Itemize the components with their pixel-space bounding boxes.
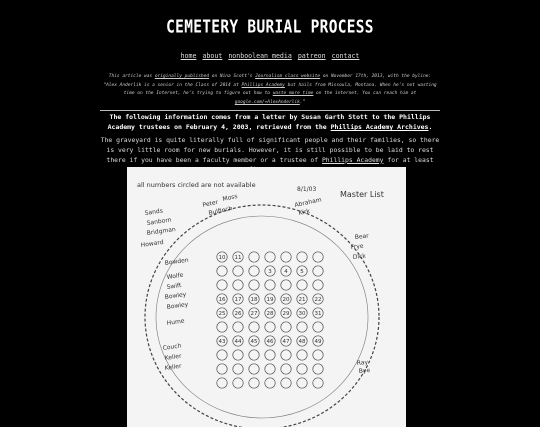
plot-circle <box>217 280 227 290</box>
plot-circle <box>249 378 259 388</box>
top-names <box>202 193 322 217</box>
nav-nonboolean-media-link[interactable]: nonboolean media <box>228 52 292 60</box>
plot-circle <box>281 364 291 374</box>
plot-number: 22 <box>314 297 322 303</box>
plot-circle <box>297 252 307 262</box>
nav-home-link[interactable]: home <box>180 52 197 60</box>
plot-name-label: Frye <box>350 242 364 251</box>
plot-circle <box>313 280 323 290</box>
plot-circle <box>249 350 259 360</box>
plot-circle <box>297 364 307 374</box>
intro-text: but hails from Missoula, Montana. When he’s not wasting time on the Internet, he’s trying to figure out how to <box>123 82 437 97</box>
plot-number: 29 <box>282 311 290 317</box>
nav-patreon-link[interactable]: patreon <box>297 52 326 60</box>
plot-circle <box>281 378 291 388</box>
master-list-label: Master List <box>340 190 384 199</box>
plot-circle <box>249 364 259 374</box>
plot-name-label: Ray <box>356 358 369 367</box>
lead-paragraph <box>100 113 440 132</box>
plot-circle <box>313 252 323 262</box>
plot-name-label: Abraham <box>293 196 323 209</box>
plot-number: 19 <box>266 297 274 303</box>
plot-name-label: Bowden <box>164 256 190 267</box>
body-text: The graveyard is quite literally full of significant people and their families, so there is very little room for new burials. However, it is still possible to be laid to rest there if you have been a faculty member or a trustee of <box>100 136 440 164</box>
waste-more-time-link[interactable]: waste more time <box>272 91 314 97</box>
divider <box>100 110 440 111</box>
plot-name-label: Couch <box>162 342 182 352</box>
body-text: for at least <box>387 155 434 164</box>
plot-name-label: Dick <box>352 252 367 261</box>
plot-name-label: Moss <box>221 192 239 203</box>
plot-number: 28 <box>266 311 274 317</box>
plot-circle <box>233 322 243 332</box>
plot-number: 18 <box>250 297 258 303</box>
plot-name-label: Hume <box>166 317 185 327</box>
left-names <box>140 208 189 372</box>
plot-circle <box>297 280 307 290</box>
plot-number: 21 <box>298 297 306 303</box>
plot-circle <box>249 266 259 276</box>
plot-circle <box>281 252 291 262</box>
plot-number: 27 <box>250 311 258 317</box>
plot-name-label: Sands <box>144 207 164 217</box>
plot-circle <box>233 266 243 276</box>
plot-circle <box>265 350 275 360</box>
plot-circle <box>249 280 259 290</box>
plot-circle <box>217 350 227 360</box>
plot-circle <box>249 322 259 332</box>
plot-number: 30 <box>298 311 306 317</box>
plot-number: 45 <box>250 339 258 345</box>
plot-circle <box>217 378 227 388</box>
phillips-academy-link[interactable]: Phillips Academy <box>241 82 285 88</box>
plot-number: 46 <box>266 339 274 345</box>
plot-circle <box>265 280 275 290</box>
plot-circle <box>313 364 323 374</box>
plot-number: 49 <box>314 339 322 345</box>
plot-number: 11 <box>234 255 242 261</box>
google-profile-link[interactable]: google.com/+AlexAnderlik <box>234 99 300 105</box>
plot-number: 10 <box>218 255 226 261</box>
plot-name-label: Bye <box>358 366 371 375</box>
intro-text: This article was <box>108 74 155 79</box>
byline-note <box>100 73 440 107</box>
plot-name-label: Bridgman <box>146 225 177 237</box>
plot-number: 4 <box>284 269 288 275</box>
plot-number: 25 <box>218 311 226 317</box>
lead-text: The following information comes from a letter by Susan Garth Stott to the Phillips Academy trustees on February 4, 2003, retrieved from the <box>107 113 431 131</box>
originally-published-link[interactable]: originally published <box>154 74 210 79</box>
plot-name-label: Kirk <box>297 207 311 217</box>
plot-number: 48 <box>298 339 306 345</box>
plot-number: 43 <box>218 339 226 345</box>
plot-circle <box>265 252 275 262</box>
plot-circle <box>297 350 307 360</box>
plot-circle <box>297 378 307 388</box>
plot-name-label: Keller <box>164 362 182 372</box>
plot-circle <box>233 364 243 374</box>
plot-number: 44 <box>234 339 242 345</box>
plot-circle <box>265 364 275 374</box>
plot-name-label: Keller <box>164 352 182 362</box>
plot-name-label: Sanborn <box>146 216 172 227</box>
plot-circle <box>217 266 227 276</box>
header-note: all numbers circled are not available <box>137 181 256 189</box>
plot-circle <box>281 280 291 290</box>
plot-number: 3 <box>268 269 272 275</box>
plot-number: 16 <box>218 297 226 303</box>
plot-circle <box>281 350 291 360</box>
intro-text: on November 17th, 2013, with the byline: “Alex Anderlik is a senior in the Class of 2014 at <box>103 74 432 88</box>
plot-name-label: Swift <box>166 281 182 291</box>
intro-text: on Nina Scott’s <box>209 74 256 79</box>
plot-name-label: Bowley <box>166 301 189 311</box>
cemetery-outline <box>145 205 379 427</box>
journalism-website-link[interactable]: Journalism class website <box>255 74 321 79</box>
plot-circle <box>233 350 243 360</box>
plot-number: 47 <box>282 339 290 345</box>
plot-circle <box>297 322 307 332</box>
plot-circle <box>265 322 275 332</box>
plot-number: 17 <box>234 297 242 303</box>
plot-circle <box>281 322 291 332</box>
plot-name-label: Bulfinch <box>207 205 234 217</box>
plot-name-label: Bear <box>354 232 370 241</box>
plot-circle <box>249 252 259 262</box>
lead-text: . <box>428 122 433 131</box>
plot-circle <box>233 378 243 388</box>
plot-number: 20 <box>282 297 290 303</box>
archives-link[interactable]: Phillips Academy Archives <box>330 122 429 131</box>
plot-circle <box>313 350 323 360</box>
inner-outline <box>156 216 371 418</box>
plot-circle <box>265 378 275 388</box>
plot-map-drawing <box>127 167 406 427</box>
top-nav <box>100 52 440 60</box>
plot-number: 26 <box>234 311 242 317</box>
plot-circle <box>313 322 323 332</box>
intro-text: on the internet. You can reach him at <box>313 91 417 97</box>
plot-name-label: Howard <box>140 238 164 249</box>
plot-number: 5 <box>300 269 304 275</box>
plot-number: 31 <box>314 311 322 317</box>
plot-name-label: Wolfe <box>166 271 184 281</box>
plot-circle <box>233 280 243 290</box>
nav-about-link[interactable]: about <box>202 52 223 60</box>
intro-text: .” <box>299 99 306 105</box>
plot-name-label: Peter <box>201 198 219 209</box>
plot-grid <box>217 252 323 388</box>
phillips-academy-link-2[interactable]: Phillips Academy <box>321 155 384 164</box>
burial-plot-scan <box>127 167 406 427</box>
date-note: 8/1/03 <box>297 186 317 193</box>
plot-circle <box>217 364 227 374</box>
plot-name-label: Bowley <box>164 291 187 301</box>
plot-circle <box>313 378 323 388</box>
nav-contact-link[interactable]: contact <box>331 52 360 60</box>
plot-circle <box>217 322 227 332</box>
plot-circle <box>313 266 323 276</box>
page-title: CEMETERY BURIAL PROCESS <box>166 17 374 38</box>
